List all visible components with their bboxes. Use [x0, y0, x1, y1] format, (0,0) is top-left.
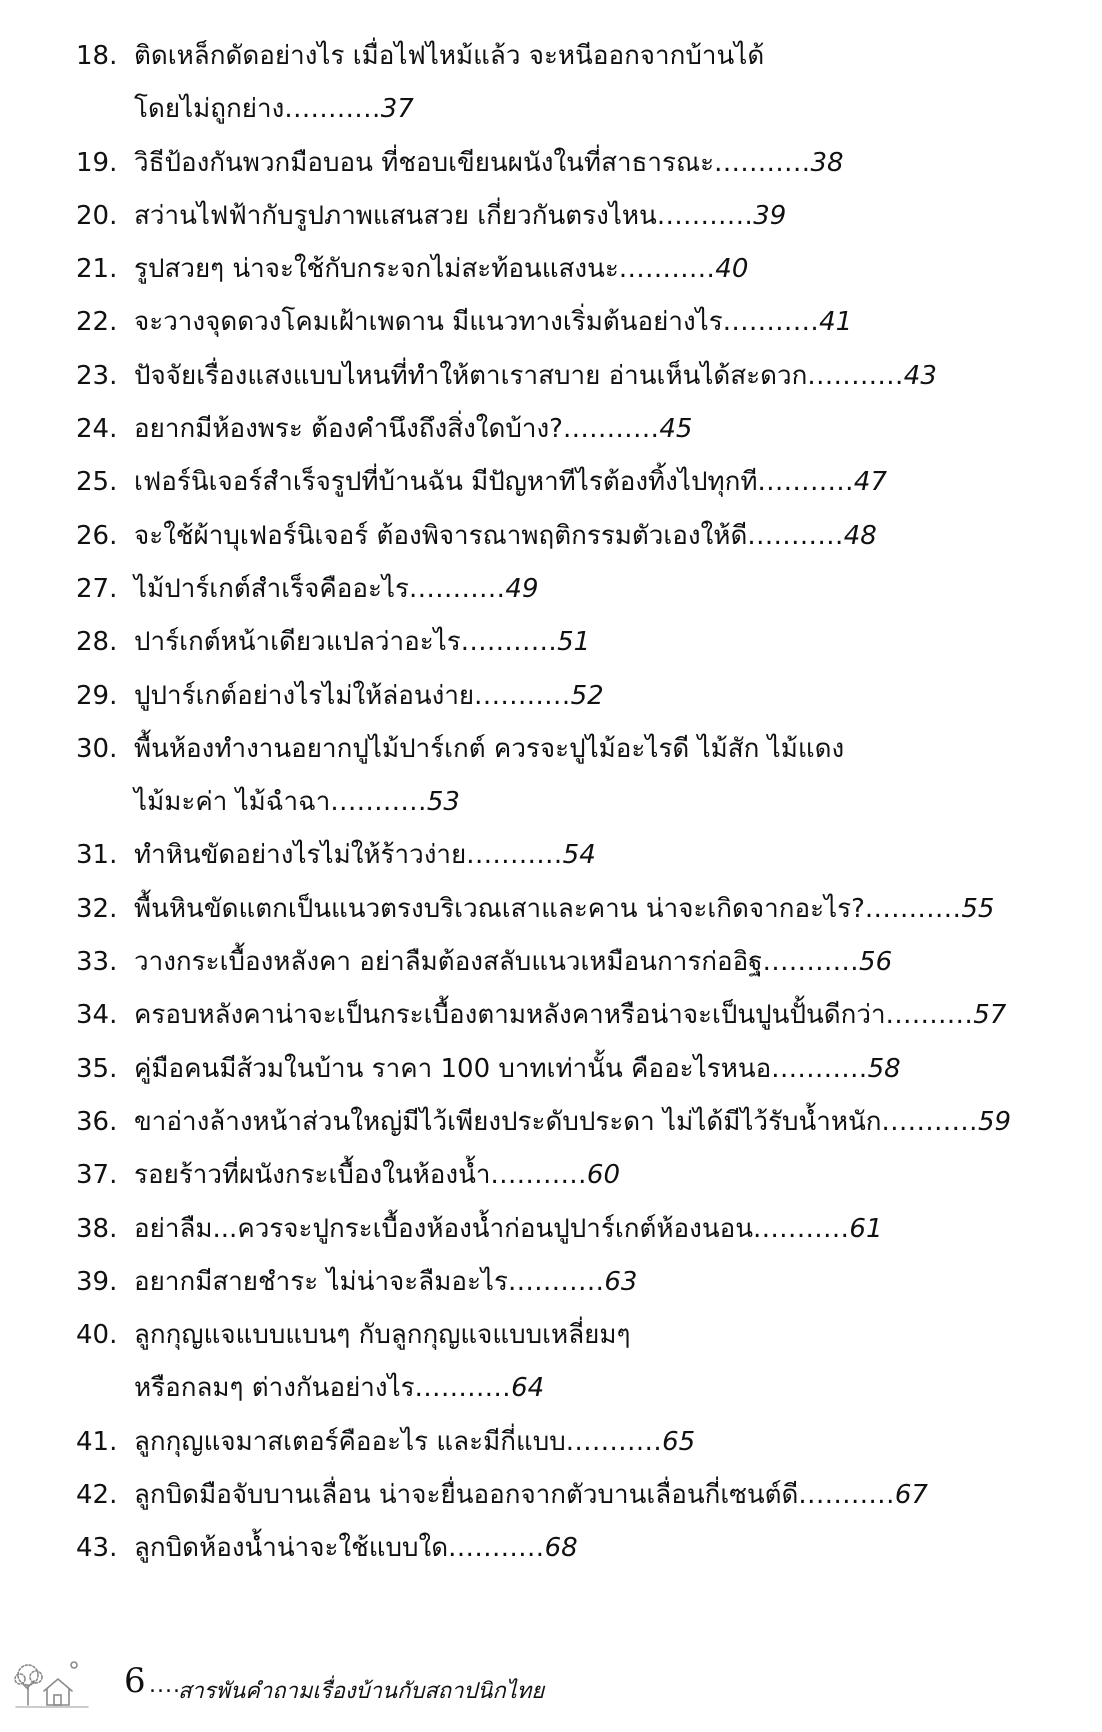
- toc-entry-number: 26.: [76, 520, 118, 551]
- toc-entry-number: 22.: [76, 307, 118, 338]
- toc-entry-page: 41: [819, 307, 853, 338]
- toc-entry-title-line: [134, 989, 1006, 1042]
- toc-entry-title-text: อยากมีสายชำระ ไม่น่าจะลืมอะไร: [134, 1266, 508, 1297]
- toc-entry-title: [134, 510, 877, 563]
- toc-entry-leader: ...........: [466, 840, 563, 871]
- toc-entry: [76, 510, 1066, 563]
- toc-entry-title-text: พื้นหินขัดแตกเป็นแนวตรงบริเวณเสาและคาน น่าจะเกิดจากอะไร?: [134, 893, 865, 924]
- toc-entry: [76, 829, 1066, 882]
- toc-entry-leader: ...........: [474, 680, 571, 711]
- toc-entry-page: 39: [753, 200, 787, 231]
- toc-entry-title: [134, 137, 844, 190]
- toc-entry-number: 19.: [76, 147, 118, 178]
- toc-entry-leader: ...........: [722, 307, 820, 338]
- toc-entry-title-line: [134, 456, 887, 509]
- toc-entry-number: 34.: [76, 1000, 118, 1031]
- toc-entry-page: 37: [380, 94, 414, 125]
- toc-entry-title-line: [134, 670, 604, 723]
- toc-entry-title: [134, 30, 764, 137]
- toc-entry-leader: ...........: [757, 467, 854, 498]
- toc-entry-leader: ...........: [807, 360, 904, 391]
- page-number: 6: [124, 1661, 146, 1701]
- toc-entry-title-line: [134, 1043, 901, 1096]
- toc-entry: [76, 723, 1066, 830]
- toc-entry-title-text: ลูกบิดห้องน้ำน่าจะใช้แบบใด: [134, 1533, 449, 1564]
- toc-entry: [76, 989, 1066, 1042]
- toc-entry: [76, 403, 1066, 456]
- toc-entry-title-line: [134, 1203, 883, 1256]
- toc-entry-page: 64: [511, 1373, 545, 1404]
- toc-entry-title: [134, 723, 844, 830]
- toc-entry-leader: ...........: [747, 520, 844, 551]
- toc-entry-leader: ...........: [762, 947, 860, 978]
- toc-entry-title: [134, 1469, 928, 1522]
- toc-entry-title: [134, 1416, 695, 1469]
- toc-entry-number: 24.: [76, 414, 118, 445]
- table-of-contents: [76, 30, 1066, 1576]
- toc-entry-page: 45: [659, 414, 693, 445]
- toc-entry: [76, 1416, 1066, 1469]
- toc-entry-title: [134, 1522, 578, 1575]
- toc-entry-page: 57: [973, 1000, 1007, 1031]
- toc-entry-title-line: [134, 616, 590, 669]
- toc-entry-number: 39.: [76, 1266, 118, 1297]
- toc-entry-page: 38: [810, 147, 844, 178]
- toc-entry-leader: ...........: [881, 1106, 978, 1137]
- toc-entry-title-text: ขาอ่างล้างหน้าส่วนใหญ่มีไว้เพียงประดับประดา ไม่ได้มีไว้รับน้ำหนัก: [134, 1106, 882, 1137]
- toc-entry: [76, 1522, 1066, 1575]
- toc-entry-title-text: รูปสวยๆ น่าจะใช้กับกระจกไม่สะท้อนแสงนะ: [134, 254, 619, 285]
- toc-entry-leader: ...........: [656, 200, 754, 231]
- book-title: สารพันคำถามเรื่องบ้านกับสถาปนิกไทย: [178, 1679, 545, 1704]
- toc-entry-title-text: ครอบหลังคาน่าจะเป็นกระเบื้องตามหลังคาหรือน่าจะเป็นปูนปั้นดีกว่า: [134, 1000, 886, 1031]
- toc-entry-number: 25.: [76, 467, 118, 498]
- toc-entry-leader: ...........: [771, 1053, 868, 1084]
- toc-entry-page: 49: [505, 573, 539, 604]
- toc-entry: [76, 1043, 1066, 1096]
- toc-entry-leader: ...........: [284, 94, 381, 125]
- toc-entry-page: 52: [570, 680, 604, 711]
- toc-entry-page: 67: [894, 1480, 928, 1511]
- toc-entry-number: 41.: [76, 1426, 118, 1457]
- footer-separator: ....: [149, 1673, 181, 1698]
- toc-entry-title-line: [134, 1416, 695, 1469]
- toc-entry-title-text: ทำหินขัดอย่างไรไม่ให้ร้าวง่าย: [134, 840, 467, 871]
- toc-entry-number: 43.: [76, 1533, 118, 1564]
- toc-entry-title-text: ติดเหล็กดัดอย่างไร เมื่อไฟไหม้แล้ว จะหนีออกจากบ้านได้: [134, 41, 765, 71]
- toc-entry-title-text: อยากมีห้องพระ ต้องคำนึงถึงสิ่งใดบ้าง?: [134, 414, 563, 445]
- toc-entry-leader: ...........: [330, 787, 427, 818]
- toc-entry-number: 42.: [76, 1480, 118, 1511]
- toc-entry-title-text: ปัจจัยเรื่องแสงแบบไหนที่ทำให้ตาเราสบาย อ่านเห็นได้สะดวก: [134, 360, 808, 391]
- toc-entry-number: 20.: [76, 200, 118, 231]
- toc-entry-title-text: หรือกลมๆ ต่างกันอย่างไร: [134, 1373, 415, 1404]
- toc-entry-number: 27.: [76, 573, 118, 604]
- toc-entry-page: 40: [715, 254, 749, 285]
- toc-entry: [76, 137, 1066, 190]
- toc-entry-leader: ...........: [753, 1213, 850, 1244]
- toc-entry-leader: ..........: [885, 1000, 974, 1031]
- toc-entry-number: 36.: [76, 1106, 118, 1137]
- toc-entry-leader: ...........: [798, 1480, 895, 1511]
- toc-entry-number: 33.: [76, 947, 118, 978]
- toc-entry-title: [134, 243, 748, 296]
- toc-entry-page: 53: [426, 787, 460, 818]
- toc-entry-page: 60: [586, 1160, 620, 1191]
- toc-entry-page: 51: [557, 627, 591, 658]
- toc-entry-title: [134, 883, 994, 936]
- toc-entry-leader: ...........: [448, 1533, 545, 1564]
- toc-entry-leader: ...........: [714, 147, 811, 178]
- toc-entry-title-text: โดยไม่ถูกย่าง: [134, 94, 285, 125]
- toc-entry-title: [134, 1203, 883, 1256]
- toc-entry-title-text: ลูกบิดมือจับบานเลื่อน น่าจะยื่นออกจากตัวบานเลื่อนกี่เซนต์ดี: [134, 1480, 799, 1511]
- toc-entry-title: [134, 670, 604, 723]
- toc-entry-title-text: ไม้ปาร์เกต์สำเร็จคืออะไร: [134, 573, 409, 604]
- toc-entry-leader: ...........: [490, 1160, 587, 1191]
- toc-entry: [76, 1309, 1066, 1416]
- toc-entry-title-line: [134, 403, 692, 456]
- toc-entry-title-line: [134, 776, 844, 829]
- toc-entry-number: 32.: [76, 893, 118, 924]
- toc-entry-title: [134, 190, 786, 243]
- toc-entry-number: 37.: [76, 1160, 118, 1191]
- toc-entry-title-text: อย่าลืม...ควรจะปูกระเบื้องห้องน้ำก่อนปูปาร์เกต์ห้องนอน: [134, 1213, 753, 1244]
- toc-entry-leader: ...........: [408, 573, 506, 604]
- toc-entry-leader: ...........: [507, 1266, 605, 1297]
- toc-entry-number: 29.: [76, 680, 118, 711]
- toc-entry: [76, 1203, 1066, 1256]
- toc-entry-number: 30.: [76, 733, 118, 764]
- toc-entry-title-line: [134, 1256, 637, 1309]
- toc-entry-number: 40.: [76, 1320, 118, 1351]
- toc-entry-leader: ...........: [460, 627, 558, 658]
- toc-entry-title-line: [134, 1522, 578, 1575]
- toc-entry-number: 35.: [76, 1053, 118, 1084]
- toc-entry-page: 48: [843, 520, 877, 551]
- toc-entry-title-line: [134, 30, 764, 83]
- toc-entry-title-line: [134, 936, 892, 989]
- toc-entry: [76, 30, 1066, 137]
- tree-house-icon: [14, 1655, 90, 1711]
- toc-entry: [76, 190, 1066, 243]
- toc-entry-page: 58: [867, 1053, 901, 1084]
- toc-entry-title: [134, 403, 692, 456]
- toc-entry-page: 61: [849, 1213, 883, 1244]
- toc-entry-title-line: [134, 510, 877, 563]
- toc-entry-title-text: ลูกกุญแจแบบแบนๆ กับลูกกุญแจแบบเหลี่ยมๆ: [134, 1320, 631, 1351]
- toc-entry-leader: ...........: [618, 254, 716, 285]
- toc-entry-title-line: [134, 83, 764, 136]
- toc-entry-title-line: [134, 137, 844, 190]
- toc-entry: [76, 670, 1066, 723]
- toc-entry-title: [134, 350, 937, 403]
- toc-entry: [76, 936, 1066, 989]
- toc-entry-page: 43: [903, 360, 937, 391]
- toc-entry-page: 68: [544, 1533, 578, 1564]
- toc-entry-title: [134, 936, 892, 989]
- toc-entry-leader: ...........: [565, 1426, 663, 1457]
- toc-entry-title-text: วางกระเบื้องหลังคา อย่าลืมต้องสลับแนวเหมือนการก่ออิฐ: [134, 947, 763, 978]
- toc-entry-title: [134, 296, 852, 349]
- toc-entry-leader: ...........: [414, 1373, 512, 1404]
- toc-entry: [76, 563, 1066, 616]
- toc-entry-title-line: [134, 190, 786, 243]
- toc-entry-title: [134, 829, 596, 882]
- toc-entry: [76, 1149, 1066, 1202]
- toc-entry-title: [134, 456, 887, 509]
- toc-entry-number: 28.: [76, 627, 118, 658]
- toc-entry-title-text: สว่านไฟฟ้ากับรูปภาพแสนสวย เกี่ยวกันตรงไหน: [134, 200, 657, 231]
- toc-entry-leader: ...........: [864, 893, 962, 924]
- page-footer: [14, 1655, 714, 1715]
- toc-entry-title-text: รอยร้าวที่ผนังกระเบื้องในห้องน้ำ: [134, 1160, 491, 1191]
- toc-entry-title: [134, 989, 1006, 1042]
- toc-entry: [76, 1096, 1066, 1149]
- toc-entry-page: 54: [562, 840, 596, 871]
- toc-entry-title: [134, 563, 539, 616]
- toc-entry-title-line: [134, 829, 596, 882]
- toc-entry-number: 31.: [76, 840, 118, 871]
- toc-entry-title-text: ลูกกุญแจมาสเตอร์คืออะไร และมีกี่แบบ: [134, 1426, 566, 1457]
- toc-entry: [76, 1256, 1066, 1309]
- toc-entry: [76, 243, 1066, 296]
- toc-entry: [76, 883, 1066, 936]
- toc-entry-title: [134, 616, 590, 669]
- toc-entry-title-text: วิธีป้องกันพวกมือบอน ที่ชอบเขียนผนังในที่สาธารณะ: [134, 147, 715, 178]
- toc-entry: [76, 456, 1066, 509]
- toc-entry-title-text: ไม้มะค่า ไม้ฉำฉา: [134, 787, 331, 818]
- toc-entry-number: 38.: [76, 1213, 118, 1244]
- toc-entry-title-line: [134, 1096, 1011, 1149]
- toc-entry-title-line: [134, 883, 994, 936]
- toc-entry-title: [134, 1256, 637, 1309]
- toc-entry-page: 59: [977, 1106, 1012, 1137]
- toc-entry-leader: ...........: [562, 414, 660, 445]
- toc-entry-page: 47: [853, 467, 887, 498]
- toc-entry-title: [134, 1309, 630, 1416]
- toc-entry-title-text: เฟอร์นิเจอร์สำเร็จรูปที่บ้านฉัน มีปัญหาทีไรต้องทิ้งไปทุกที: [134, 467, 758, 498]
- toc-entry-title-text: คู่มือคนมีส้วมในบ้าน ราคา 100 บาทเท่านั้น คืออะไรหนอ: [134, 1053, 772, 1084]
- toc-entry-title-line: [134, 1149, 620, 1202]
- toc-entry-title-line: [134, 350, 937, 403]
- toc-entry-title-line: [134, 563, 539, 616]
- toc-entry-title-text: ปาร์เกต์หน้าเดียวแปลว่าอะไร: [134, 627, 461, 658]
- toc-entry-page: 63: [604, 1266, 638, 1297]
- toc-entry: [76, 350, 1066, 403]
- toc-entry-page: 55: [961, 893, 995, 924]
- toc-entry-title-line: [134, 723, 844, 776]
- toc-entry-number: 23.: [76, 360, 118, 391]
- toc-entry-title-text: ปูปาร์เกต์อย่างไรไม่ให้ล่อนง่าย: [134, 680, 475, 711]
- toc-entry-page: 56: [859, 947, 893, 978]
- toc-entry: [76, 296, 1066, 349]
- toc-entry-title: [134, 1043, 901, 1096]
- toc-entry: [76, 1469, 1066, 1522]
- toc-entry: [76, 616, 1066, 669]
- toc-entry-title: [134, 1149, 620, 1202]
- toc-entry-number: 18.: [76, 41, 118, 71]
- toc-entry-title: [134, 1096, 1011, 1149]
- toc-entry-title-line: [134, 1309, 630, 1362]
- toc-entry-title-line: [134, 296, 852, 349]
- toc-entry-title-line: [134, 1362, 630, 1415]
- toc-entry-title-text: จะใช้ผ้าบุเฟอร์นิเจอร์ ต้องพิจารณาพฤติกรรมตัวเองให้ดี: [134, 520, 748, 551]
- toc-entry-title-text: จะวางจุดดวงโคมเฝ้าเพดาน มีแนวทางเริ่มต้นอย่างไร: [134, 307, 723, 338]
- toc-entry-title-text: พื้นห้องทำงานอยากปูไม้ปาร์เกต์ ควรจะปูไม้อะไรดี ไม้สัก ไม้แดง: [134, 733, 845, 764]
- toc-entry-title-line: [134, 1469, 928, 1522]
- toc-entry-page: 65: [662, 1426, 696, 1457]
- toc-entry-number: 21.: [76, 254, 118, 285]
- toc-entry-title-line: [134, 243, 748, 296]
